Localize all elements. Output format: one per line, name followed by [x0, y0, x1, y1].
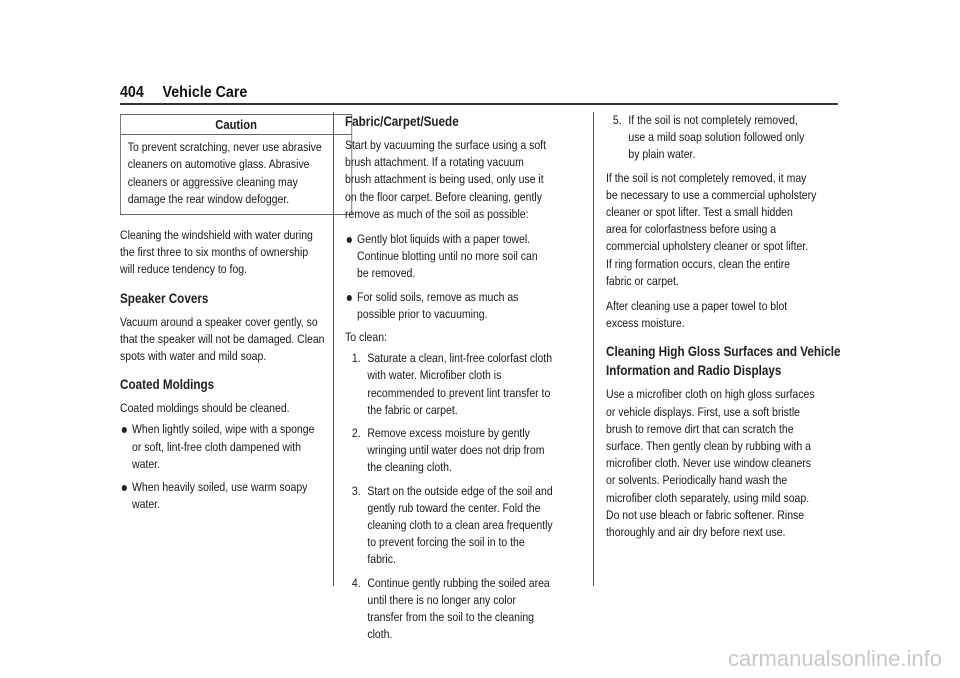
text-line: be necessary to use a commercial upholstery: [606, 187, 817, 202]
fabric-heading: Fabric/Carpet/Suede: [345, 114, 459, 129]
column-divider-right: [593, 112, 594, 586]
text-line: brush attachment. If a rotating vacuum: [345, 155, 524, 170]
caution-title: Caution: [121, 115, 351, 135]
list-item: [120, 479, 352, 513]
step-number: 3.: [351, 483, 361, 498]
text-line: water.: [132, 497, 161, 512]
text-line: surface. Then gently clean by rubbing with a: [606, 439, 811, 454]
section-title: Vehicle Care: [162, 84, 248, 101]
text-line: When lightly soiled, wipe with a sponge: [132, 422, 315, 437]
page-header: [120, 84, 247, 102]
text-line: For solid soils, remove as much as: [357, 289, 519, 304]
text-line: thoroughly and air dry before next use.: [606, 525, 786, 540]
text-line: area for colorfastness before using a: [606, 222, 777, 237]
text-line: Start by vacuuming the surface using a soft: [345, 138, 546, 152]
windshield-paragraph: [120, 227, 352, 279]
list-item: [345, 575, 577, 644]
text-line: Remove excess moisture by gently: [367, 426, 530, 441]
column-2: [345, 112, 577, 649]
blot-paragraph: [606, 298, 838, 332]
step-number: 4.: [351, 575, 361, 590]
bullet-icon: [122, 485, 127, 491]
text-line: Start on the outside edge of the soil and: [367, 483, 553, 498]
list-item: [345, 289, 577, 323]
text-line: brush attachment is being used, only use it: [345, 172, 544, 187]
list-item: [606, 112, 838, 164]
text-line: or soft, lint-free cloth dampened with: [132, 439, 301, 454]
text-line: microfiber cloth. Never use window cleaners: [606, 456, 812, 471]
caution-line: To prevent scratching, never use abrasive: [127, 140, 322, 155]
text-line: Vacuum around a speaker cover gently, so: [120, 314, 318, 329]
text-line: the first three to six months of ownership: [120, 245, 309, 260]
high-gloss-heading: [606, 342, 841, 380]
text-line: or solvents. Periodically hand wash the: [606, 473, 788, 488]
text-line: possible prior to vacuuming.: [357, 306, 488, 321]
text-line: Gently blot liquids with a paper towel.: [357, 232, 531, 247]
text-line: wringing until water does not drip from: [367, 443, 545, 458]
coated-moldings-heading: Coated Moldings: [120, 377, 215, 393]
text-line: Continue blotting until no more soil can: [357, 249, 538, 264]
text-line: If the soil is not completely removed, it may: [606, 170, 807, 185]
text-line: by plain water.: [628, 147, 696, 162]
text-line: Continue gently rubbing the soiled area: [367, 575, 550, 590]
heading-line: Information and Radio Displays: [606, 363, 782, 379]
moldings-intro: Coated moldings should be cleaned.: [120, 401, 290, 416]
text-line: that the speaker will not be damaged. Clean: [120, 331, 325, 346]
text-line: gently rub toward the center. Fold the: [367, 500, 541, 515]
heading-line: Cleaning High Gloss Surfaces and Vehicle: [606, 344, 841, 360]
header-rule: [120, 103, 838, 105]
fabric-intro: [345, 137, 577, 223]
upholstery-paragraph: [606, 170, 838, 290]
caution-body: [121, 139, 351, 208]
text-line: to prevent forcing the soil in to the: [367, 535, 525, 550]
text-line: the cleaning cloth.: [367, 460, 452, 475]
text-line: cloth.: [367, 627, 393, 642]
text-line: Cleaning the windshield with water during: [120, 228, 313, 243]
high-gloss-paragraph: [606, 386, 838, 541]
list-item: [345, 425, 577, 477]
list-item: [345, 483, 577, 569]
caution-box: [120, 114, 352, 215]
text-line: until there is no longer any color: [367, 592, 516, 607]
step-number: 1.: [351, 351, 361, 366]
text-line: recommended to prevent lint transfer to: [367, 385, 551, 400]
text-line: fabric or carpet.: [606, 273, 679, 288]
list-item: [120, 421, 352, 473]
text-line: brush to remove dirt that can scratch the: [606, 421, 794, 436]
text-line: Saturate a clean, lint-free colorfast cloth: [367, 351, 553, 366]
text-line: When heavily soiled, use warm soapy: [132, 480, 308, 495]
watermark: carmanualsonline.info: [727, 646, 942, 671]
to-clean-label: To clean:: [345, 330, 387, 345]
list-item: [345, 231, 577, 283]
bullet-icon: [347, 237, 352, 243]
caution-line: damage the rear window defogger.: [127, 191, 290, 206]
text-line: Do not use bleach or fabric softener. Rinse: [606, 507, 805, 522]
text-line: If ring formation occurs, clean the entire: [606, 256, 791, 271]
text-line: remove as much of the soil as possible:: [345, 206, 529, 221]
text-line: use a mild soap solution followed only: [628, 130, 805, 145]
column-1: [120, 114, 352, 519]
step-number: 5.: [612, 113, 622, 127]
text-line: or vehicle displays. First, use a soft bristle: [606, 404, 800, 419]
text-line: cleaner or spot lifter. Test a small hidden: [606, 205, 793, 220]
text-line: on the floor carpet. Before cleaning, gently: [345, 189, 542, 204]
text-line: Use a microfiber cloth on high gloss surfaces: [606, 387, 815, 402]
speaker-covers-heading: Speaker Covers: [120, 290, 209, 306]
text-line: cleaning cloth to a clean area frequently: [367, 518, 553, 533]
text-line: the fabric or carpet.: [367, 402, 458, 417]
text-line: commercial upholstery cleaner or spot lifter.: [606, 239, 809, 254]
text-line: with water. Microfiber cloth is: [367, 368, 502, 383]
text-line: fabric.: [367, 552, 396, 567]
page-number: 404: [120, 84, 144, 101]
text-line: transfer from the soil to the cleaning: [367, 610, 534, 625]
text-line: If the soil is not completely removed,: [628, 113, 798, 127]
text-line: excess moisture.: [606, 316, 685, 331]
text-line: microfiber cloth separately, using mild soap.: [606, 490, 810, 505]
text-line: spots with water and mild soap.: [120, 349, 267, 364]
caution-line: cleaners on automotive glass. Abrasive: [127, 157, 310, 172]
step-number: 2.: [351, 426, 361, 441]
text-line: be removed.: [357, 266, 416, 281]
column-3: [606, 112, 841, 549]
speaker-paragraph: [120, 314, 352, 366]
bullet-icon: [347, 295, 352, 301]
text-line: water.: [132, 456, 161, 471]
list-item: [345, 350, 577, 419]
text-line: After cleaning use a paper towel to blot: [606, 299, 788, 314]
bullet-icon: [122, 427, 127, 433]
text-line: will reduce tendency to fog.: [120, 262, 248, 277]
caution-line: cleaners or aggressive cleaning may: [127, 174, 298, 189]
